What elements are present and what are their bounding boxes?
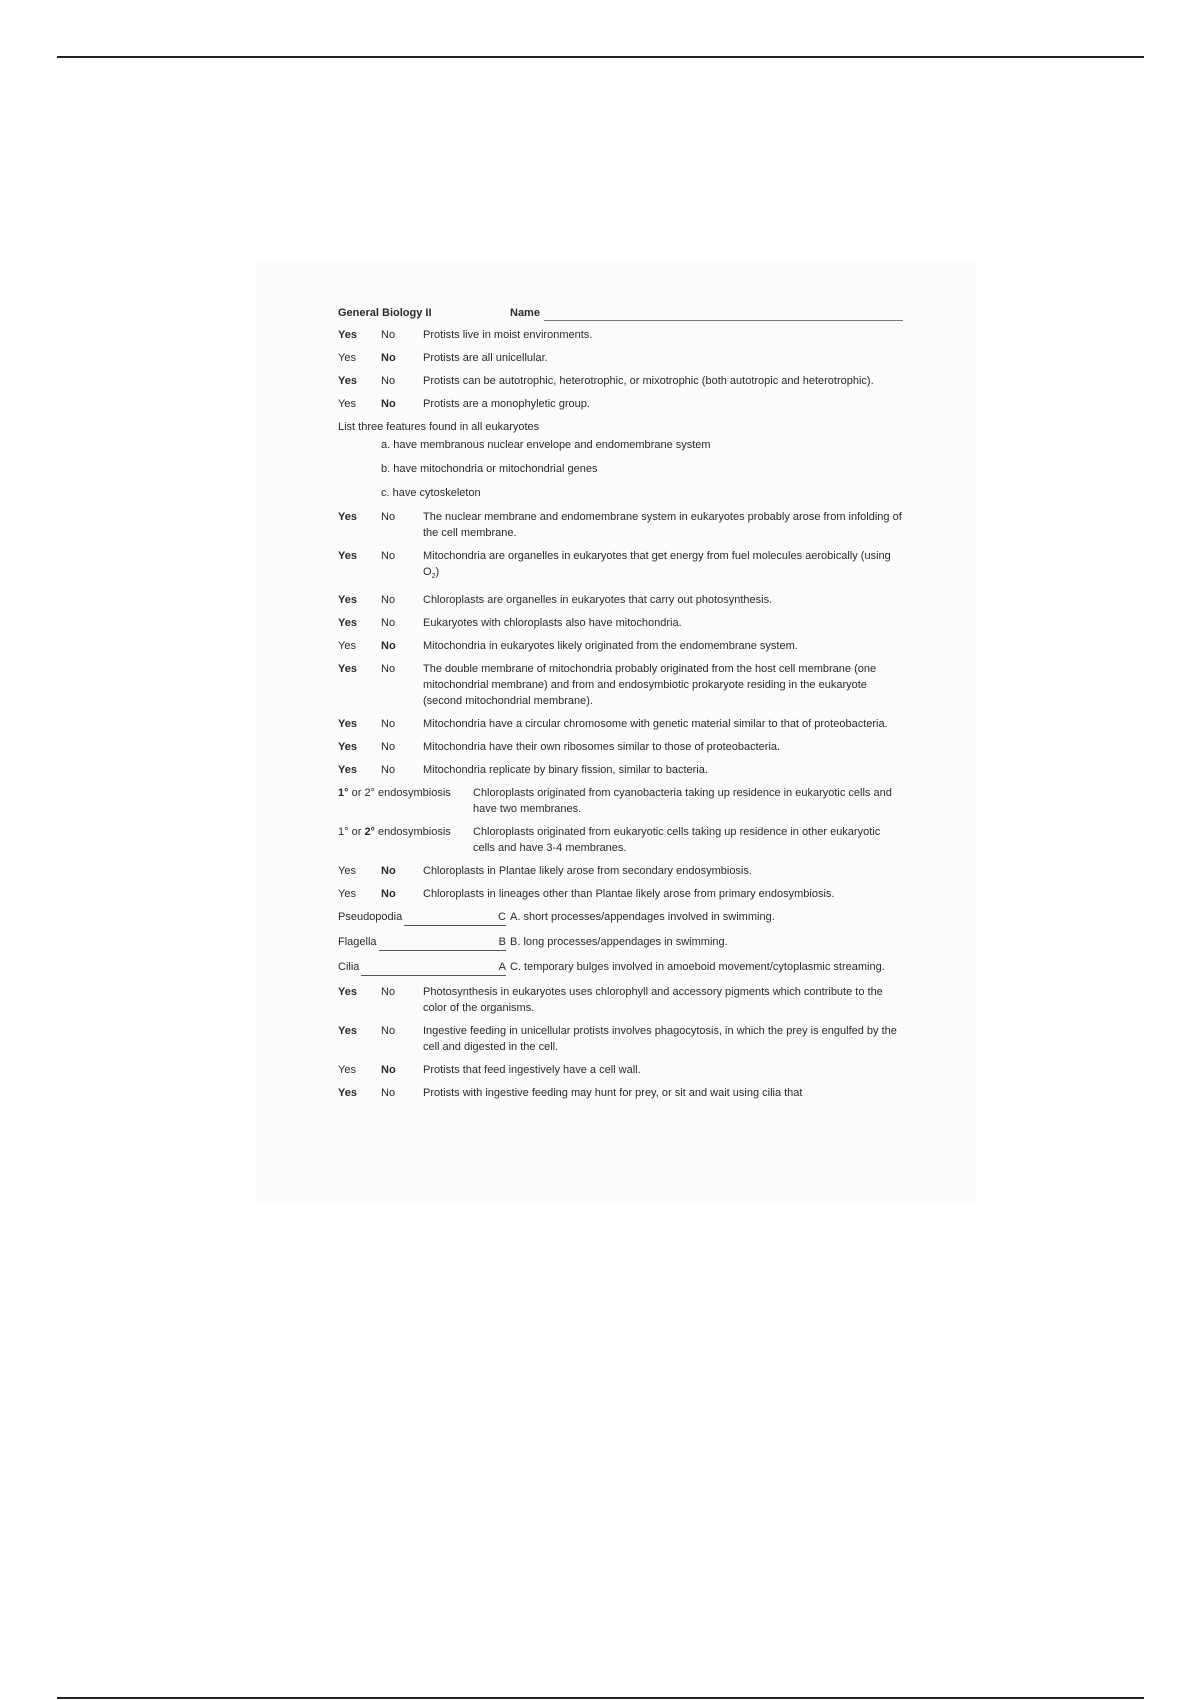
yes-option[interactable]: Yes — [338, 640, 356, 653]
answer-blank[interactable]: C — [404, 909, 506, 926]
matching-item — [338, 909, 903, 929]
question-statement: Protists with ingestive feeding may hunt for prey, or sit and wait using cilia that — [423, 1087, 803, 1100]
true-false-question — [338, 350, 903, 366]
true-false-question — [338, 886, 903, 902]
endosymbiosis-question — [338, 824, 903, 856]
matching-definition: C. temporary bulges involved in amoeboid movement/cytoplasmic streaming. — [510, 961, 885, 974]
matching-block — [338, 909, 903, 979]
matching-item — [338, 959, 903, 979]
no-option[interactable]: No — [381, 375, 396, 387]
no-option[interactable]: No — [381, 888, 396, 901]
true-false-question — [338, 762, 903, 778]
endosymbiosis-word: endosymbiosis — [374, 787, 451, 800]
yes-option[interactable]: Yes — [338, 375, 357, 387]
yes-option[interactable]: Yes — [338, 865, 356, 878]
question-statement: Mitochondria have a circular chromosome with genetic material similar to that of proteobacteria. — [423, 718, 888, 731]
matching-definition: A. short processes/appendages involved in swimming. — [510, 911, 775, 924]
question-statement: Chloroplasts in Plantae likely arose from secondary endosymbiosis. — [423, 865, 752, 878]
endosymbiosis-word: endosymbiosis — [374, 826, 451, 839]
endosymbiosis-options — [338, 785, 473, 817]
no-option[interactable]: No — [381, 986, 396, 999]
no-option[interactable]: No — [381, 865, 396, 878]
name-field-line — [544, 307, 903, 321]
no-option[interactable]: No — [381, 718, 396, 731]
yes-option[interactable]: Yes — [338, 550, 357, 562]
no-option[interactable]: No — [381, 511, 396, 523]
yes-option[interactable]: Yes — [338, 352, 356, 364]
term-label: Flagella — [338, 936, 377, 949]
question-statement: The nuclear membrane and endomembrane system in eukaryotes probably arose from infolding of the cell membrane. — [423, 511, 902, 539]
yes-option[interactable]: Yes — [338, 594, 357, 607]
secondary-option[interactable]: 2° — [364, 826, 375, 839]
true-false-question — [338, 1062, 903, 1078]
question-statement: Mitochondria have their own ribosomes similar to those of proteobacteria. — [423, 741, 781, 754]
matching-definition: B. long processes/appendages in swimming. — [510, 936, 728, 949]
yes-option[interactable]: Yes — [338, 986, 357, 999]
question-statement: Chloroplasts in lineages other than Plantae likely arose from primary endosymbiosis. — [423, 888, 835, 901]
question-statement: Photosynthesis in eukaryotes uses chlorophyll and accessory pigments which contribute to the color of the organisms. — [423, 986, 883, 1015]
questions-block-3 — [338, 863, 903, 902]
no-option[interactable]: No — [381, 617, 396, 630]
no-option[interactable]: No — [381, 663, 396, 676]
true-false-question — [338, 373, 903, 389]
features-heading: List three features found in all eukaryotes — [338, 421, 540, 433]
features-list — [338, 419, 903, 501]
question-statement: Chloroplasts are organelles in eukaryotes that carry out photosynthesis. — [423, 594, 773, 607]
matching-term — [338, 909, 510, 929]
worksheet-content — [338, 305, 903, 1108]
matching-term — [338, 934, 510, 954]
true-false-question — [338, 1023, 903, 1055]
yes-option[interactable]: Yes — [338, 764, 357, 777]
endosymbiosis-options — [338, 824, 473, 856]
true-false-question — [338, 592, 903, 608]
no-option[interactable]: No — [381, 741, 396, 754]
true-false-question — [338, 661, 903, 709]
top-rule — [57, 56, 1144, 58]
question-statement: Protists live in moist environments. — [423, 329, 593, 341]
no-option[interactable]: No — [381, 764, 396, 777]
true-false-question — [338, 509, 903, 541]
question-statement: Eukaryotes with chloroplasts also have mitochondria. — [423, 617, 682, 630]
yes-option[interactable]: Yes — [338, 329, 357, 341]
true-false-question — [338, 1085, 903, 1101]
true-false-question — [338, 716, 903, 732]
yes-option[interactable]: Yes — [338, 741, 357, 754]
worksheet-header — [338, 305, 903, 321]
true-false-question — [338, 615, 903, 631]
question-statement: Chloroplasts originated from cyanobacteria taking up residence in eukaryotic cells and have two membranes. — [473, 787, 892, 816]
feature-item: b. have mitochondria or mitochondrial genes — [381, 463, 598, 475]
yes-option[interactable]: Yes — [338, 888, 356, 901]
answer-blank[interactable]: A — [361, 959, 506, 976]
bottom-rule — [57, 1697, 1144, 1699]
no-option[interactable]: No — [381, 1087, 396, 1100]
primary-option[interactable]: 1° — [338, 787, 349, 800]
yes-option[interactable]: Yes — [338, 1087, 357, 1100]
question-statement: Protists that feed ingestively have a cell wall. — [423, 1064, 641, 1077]
name-label: Name — [510, 307, 540, 319]
no-option[interactable]: No — [381, 640, 396, 653]
question-statement: Mitochondria replicate by binary fission, similar to bacteria. — [423, 764, 708, 777]
true-false-question — [338, 396, 903, 412]
primary-option[interactable]: 1° — [338, 826, 349, 839]
secondary-option[interactable]: 2° — [364, 787, 375, 800]
term-label: Pseudopodia — [338, 911, 403, 924]
endosymbiosis-question — [338, 785, 903, 817]
feature-item: a. have membranous nuclear envelope and endomembrane system — [381, 439, 711, 451]
no-option[interactable]: No — [381, 352, 396, 364]
questions-block-2 — [338, 509, 903, 778]
true-false-question — [338, 984, 903, 1016]
yes-option[interactable]: Yes — [338, 398, 356, 410]
no-option[interactable]: No — [381, 1064, 396, 1077]
question-statement: Mitochondria in eukaryotes likely originated from the endomembrane system. — [423, 640, 798, 653]
term-label: Cilia — [338, 961, 360, 974]
question-statement: Protists are all unicellular. — [423, 352, 548, 364]
yes-option[interactable]: Yes — [338, 617, 357, 630]
question-statement: The double membrane of mitochondria probably originated from the host cell membrane (one mitochondrial membrane) and from and endosymbiotic prokaryote residing in the eukaryote (second mitochondrial membrane). — [423, 663, 877, 708]
course-title: General Biology II — [338, 307, 432, 319]
true-false-question — [338, 863, 903, 879]
matching-term — [338, 959, 510, 979]
questions-block-4 — [338, 984, 903, 1101]
no-option[interactable]: No — [381, 1025, 396, 1038]
yes-option[interactable]: Yes — [338, 511, 357, 523]
or-text: or — [348, 826, 365, 839]
yes-option[interactable]: Yes — [338, 1064, 356, 1077]
matching-item — [338, 934, 903, 954]
yes-option[interactable]: Yes — [338, 718, 357, 731]
question-statement: Protists are a monophyletic group. — [423, 398, 590, 410]
no-option[interactable]: No — [381, 594, 396, 607]
true-false-question — [338, 739, 903, 755]
no-option[interactable]: No — [381, 398, 396, 410]
yes-option[interactable]: Yes — [338, 1025, 357, 1038]
question-statement: Mitochondria are organelles in eukaryotes that get energy from fuel molecules aerobically (using $O_2$) — [423, 550, 891, 581]
or-text: or — [348, 787, 365, 800]
feature-item: c. have cytoskeleton — [381, 487, 481, 499]
true-false-question — [338, 548, 903, 585]
question-statement: Ingestive feeding in unicellular protists involves phagocytosis, in which the prey is engulfed by the cell and digested in the cell. — [423, 1025, 897, 1054]
question-statement: Chloroplasts originated from eukaryotic cells taking up residence in other eukaryotic cells and have 3-4 membranes. — [473, 826, 881, 855]
yes-option[interactable]: Yes — [338, 663, 357, 676]
question-statement: Protists can be autotrophic, heterotrophic, or mixotrophic (both autotropic and heterotrophic). — [423, 375, 874, 387]
no-option[interactable]: No — [381, 329, 396, 341]
true-false-question — [338, 638, 903, 654]
questions-block-1 — [338, 327, 903, 412]
answer-blank[interactable]: B — [379, 934, 506, 951]
endosymbiosis-block — [338, 785, 903, 856]
true-false-question — [338, 327, 903, 343]
no-option[interactable]: No — [381, 550, 396, 562]
